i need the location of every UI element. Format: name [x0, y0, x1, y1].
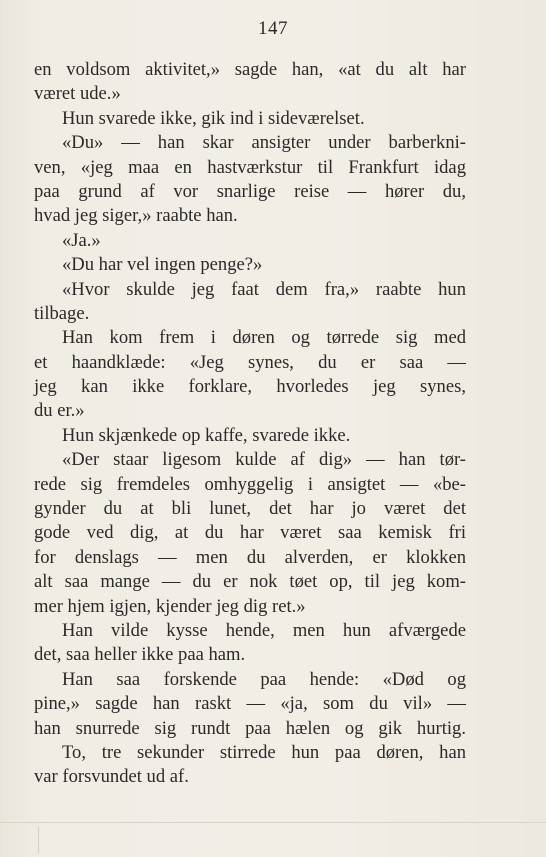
text-line: «Du» — han skar ansigter under barberkni-	[62, 132, 466, 154]
text-line: To, tre sekunder stirrede hun paa døren, han	[62, 741, 466, 763]
page-edge-mark	[38, 826, 39, 854]
text-line: Han saa forskende paa hende: «Død og	[62, 668, 466, 690]
page-number: 147	[258, 18, 288, 39]
text-line: jeg kan ikke forklare, hvorledes jeg synes,	[34, 376, 466, 398]
text-line: et haandklæde: «Jeg synes, du er saa —	[34, 351, 466, 373]
text-line: tilbage.	[34, 302, 90, 324]
text-line: «Du har vel ingen penge?»	[62, 254, 263, 276]
text-line: det, saa heller ikke paa ham.	[34, 644, 246, 666]
text-line: alt saa mange — du er nok tøet op, til jeg kom-	[34, 571, 466, 593]
text-line: Hun svarede ikke, gik ind i sideværelset.	[62, 107, 365, 129]
body-text	[34, 58, 466, 790]
text-line: Han kom frem i døren og tørrede sig med	[62, 327, 466, 349]
text-line: han snurrede sig rundt paa hælen og gik hurtig.	[34, 717, 466, 739]
text-line: gode ved dig, at du har været saa kemisk fri	[34, 522, 466, 544]
text-line: en voldsom aktivitet,» sagde han, «at du alt har	[34, 59, 466, 80]
text-line: været ude.»	[34, 83, 121, 105]
text-line: «Hvor skulde jeg faat dem fra,» raabte hun	[62, 278, 466, 300]
text-line: mer hjem igjen, kjender jeg dig ret.»	[34, 595, 306, 617]
text-line: du er.»	[34, 400, 85, 422]
text-line: rede sig fremdeles omhyggelig i ansigtet — «be-	[34, 473, 466, 495]
text-line: «Der staar ligesom kulde af dig» — han tør-	[62, 449, 466, 471]
text-line: Han vilde kysse hende, men hun afværgede	[62, 619, 466, 641]
text-line: for denslags — men du alverden, er klokken	[34, 546, 466, 568]
text-line: pine,» sagde han raskt — «ja, som du vil» —	[34, 693, 466, 715]
text-line: Hun skjænkede op kaffe, svarede ikke.	[62, 424, 351, 446]
text-line: paa grund af vor snarlige reise — hører du,	[34, 180, 466, 202]
page-bottom-edge	[0, 822, 546, 823]
text-line: var forsvundet ud af.	[34, 766, 189, 788]
text-line: hvad jeg siger,» raabte han.	[34, 205, 238, 227]
text-line: ven, «jeg maa en hastværkstur til Frankfurt idag	[34, 156, 466, 178]
text-line: «Ja.»	[62, 229, 101, 251]
text-line: gynder du at bli lunet, det har jo været det	[34, 498, 466, 520]
